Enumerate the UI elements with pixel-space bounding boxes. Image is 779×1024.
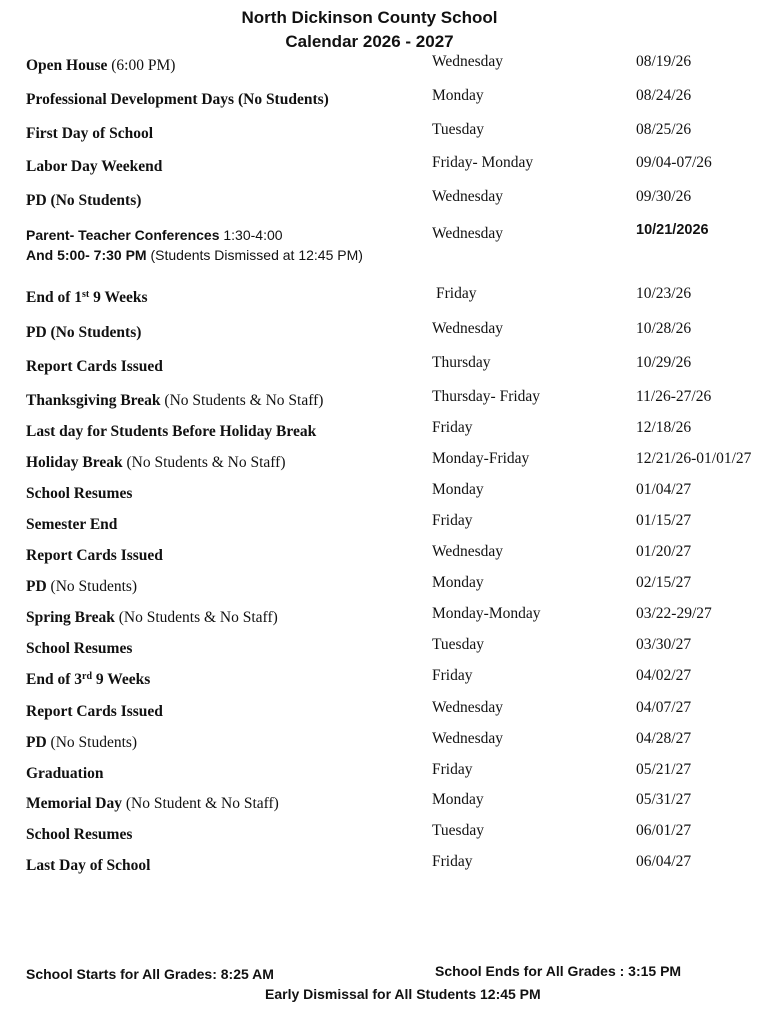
- event-row: [0, 791, 779, 825]
- event-label: End of 3rd 9 Weeks: [26, 671, 151, 688]
- event-date: 02/15/27: [636, 574, 692, 591]
- event-day: Wednesday: [432, 53, 504, 70]
- event-day: Monday-Friday: [432, 450, 530, 467]
- event-date: 12/18/26: [636, 419, 692, 436]
- event-label: Holiday Break (No Students & No Staff): [26, 454, 286, 471]
- event-date: 10/21/2026: [636, 222, 709, 238]
- event-label: Semester End: [26, 516, 118, 533]
- event-date: 04/28/27: [636, 730, 692, 747]
- event-row: [0, 388, 779, 422]
- event-label: Last day for Students Before Holiday Break: [26, 423, 317, 440]
- event-row: [0, 354, 779, 388]
- event-row: [0, 188, 779, 222]
- event-label: Thanksgiving Break (No Students & No Staff): [26, 392, 324, 409]
- event-day: Monday: [432, 791, 484, 808]
- event-label: First Day of School: [26, 125, 154, 142]
- event-label: Report Cards Issued: [26, 358, 163, 375]
- event-day: Wednesday: [432, 225, 504, 242]
- event-label: Graduation: [26, 765, 104, 782]
- event-date: 03/22-29/27: [636, 605, 712, 622]
- event-label: School Resumes: [26, 485, 133, 502]
- event-row: [0, 853, 779, 887]
- event-label: School Resumes: [26, 826, 133, 843]
- school-title: North Dickinson County School: [241, 8, 498, 27]
- event-date: 09/04-07/26: [636, 154, 712, 171]
- event-date: 06/01/27: [636, 822, 692, 839]
- event-date: 01/15/27: [636, 512, 692, 529]
- event-day: Wednesday: [432, 730, 504, 747]
- event-day: Monday: [432, 87, 484, 104]
- event-row: [0, 450, 779, 484]
- event-day: Friday: [432, 761, 473, 778]
- event-day: Monday: [432, 481, 484, 498]
- event-date: 03/30/27: [636, 636, 692, 653]
- event-label: School Resumes: [26, 640, 133, 657]
- event-date: 01/04/27: [636, 481, 692, 498]
- event-date: 08/25/26: [636, 121, 692, 138]
- event-day: Friday: [432, 667, 473, 684]
- event-row: [0, 636, 779, 670]
- event-label: Labor Day Weekend: [26, 158, 163, 175]
- event-date: 12/21/26-01/01/27: [636, 450, 752, 467]
- event-label: Professional Development Days (No Students): [26, 91, 329, 108]
- event-row: [0, 222, 779, 272]
- event-row: [0, 419, 779, 453]
- event-date: 01/20/27: [636, 543, 692, 560]
- event-day: Tuesday: [432, 636, 484, 653]
- event-row: [0, 512, 779, 546]
- event-label: End of 1st 9 Weeks: [26, 289, 148, 306]
- event-label: Report Cards Issued: [26, 547, 163, 564]
- event-day: Friday: [436, 285, 477, 302]
- event-date: 10/28/26: [636, 320, 692, 337]
- event-row: [0, 53, 779, 87]
- calendar-title: Calendar 2026 - 2027: [285, 32, 454, 51]
- event-date: 08/24/26: [636, 87, 692, 104]
- event-row: [0, 481, 779, 515]
- event-label: PD (No Students): [26, 192, 142, 209]
- event-date: 10/23/26: [636, 285, 692, 302]
- event-label: Memorial Day (No Student & No Staff): [26, 795, 279, 812]
- event-row: [0, 121, 779, 155]
- event-label: PD (No Students): [26, 734, 138, 751]
- school-start-time: School Starts for All Grades: 8:25 AM: [26, 966, 274, 982]
- event-day: Friday- Monday: [432, 154, 534, 171]
- event-day: Monday-Monday: [432, 605, 541, 622]
- event-day: Friday: [432, 419, 473, 436]
- event-row: [0, 822, 779, 856]
- event-day: Tuesday: [432, 121, 484, 138]
- event-date: 08/19/26: [636, 53, 692, 70]
- event-day: Wednesday: [432, 188, 504, 205]
- event-day: Monday: [432, 574, 484, 591]
- event-label: PD (No Students): [26, 324, 142, 341]
- event-row: [0, 154, 779, 188]
- event-label: PD (No Students): [26, 578, 138, 595]
- school-end-time: School Ends for All Grades : 3:15 PM: [435, 963, 682, 979]
- event-day: Friday: [432, 853, 473, 870]
- event-date: 05/21/27: [636, 761, 692, 778]
- event-date: 05/31/27: [636, 791, 692, 808]
- event-row: [0, 730, 779, 764]
- event-row: [0, 605, 779, 639]
- event-label: Spring Break (No Students & No Staff): [26, 609, 278, 626]
- event-row: [0, 667, 779, 701]
- event-row: [0, 320, 779, 354]
- early-dismissal-time: Early Dismissal for All Students 12:45 PM: [265, 986, 541, 1002]
- event-date: 04/02/27: [636, 667, 692, 684]
- event-row: [0, 699, 779, 733]
- event-label: Parent- Teacher Conferences 1:30-4:00 And 5:00- 7:30 PM (Students Dismissed at 12:45 PM): [26, 227, 363, 263]
- event-date: 11/26-27/26: [636, 388, 712, 405]
- event-day: Wednesday: [432, 699, 504, 716]
- event-row: [0, 543, 779, 577]
- event-date: 04/07/27: [636, 699, 692, 716]
- event-day: Wednesday: [432, 320, 504, 337]
- event-label: Open House (6:00 PM): [26, 57, 176, 74]
- event-date: 10/29/26: [636, 354, 692, 371]
- event-label: Report Cards Issued: [26, 703, 163, 720]
- event-label: Last Day of School: [26, 857, 151, 874]
- event-day: Friday: [432, 512, 473, 529]
- event-row: [0, 574, 779, 608]
- event-row: [0, 285, 779, 319]
- event-date: 06/04/27: [636, 853, 692, 870]
- event-day: Thursday- Friday: [432, 388, 541, 405]
- event-row: [0, 87, 779, 121]
- event-day: Wednesday: [432, 543, 504, 560]
- event-date: 09/30/26: [636, 188, 692, 205]
- event-day: Thursday: [432, 354, 491, 371]
- event-day: Tuesday: [432, 822, 484, 839]
